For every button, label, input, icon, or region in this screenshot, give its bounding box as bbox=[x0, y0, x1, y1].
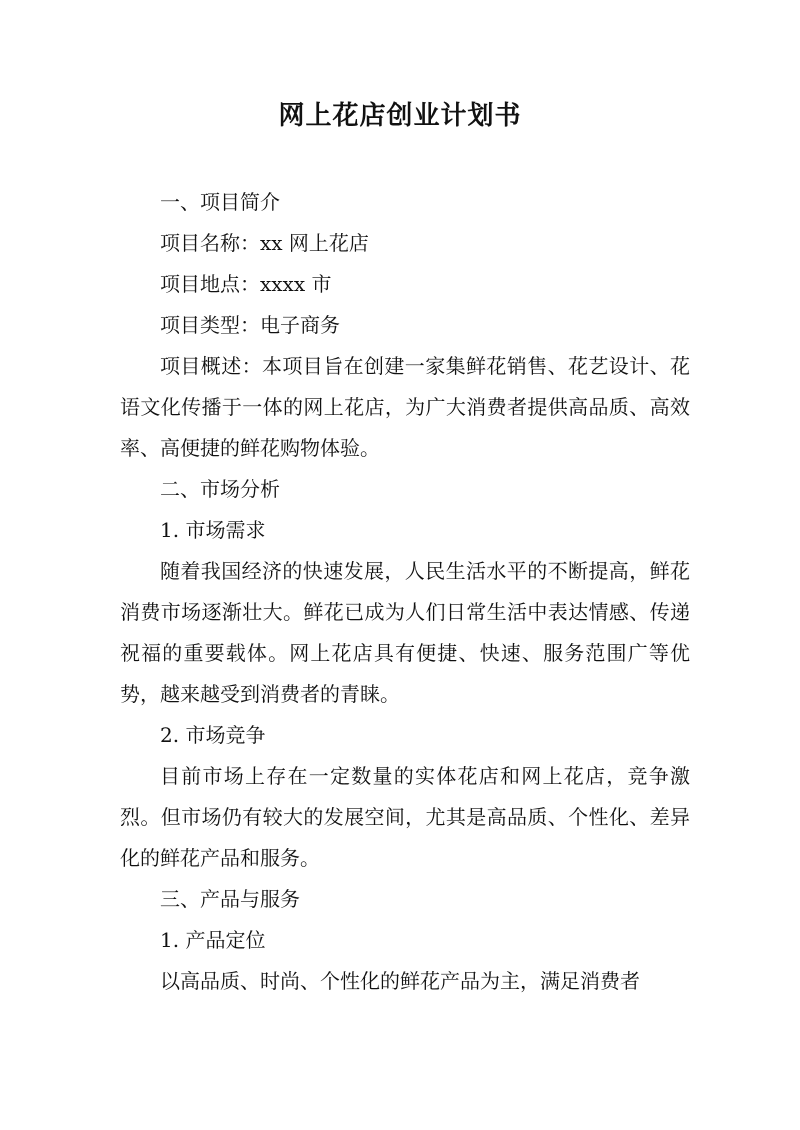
section-heading-project-intro: 一、项目简介 bbox=[160, 190, 280, 214]
project-location-line: 项目地点：xxxx 市 bbox=[160, 272, 332, 296]
project-type-line: 项目类型：电子商务 bbox=[160, 313, 340, 337]
market-demand-paragraph: 随着我国经济的快速发展，人民生活水平的不断提高，鲜花消费市场逐渐壮大。鲜花已成为人们日常生活中表达情感、传递祝福的重要载体。网上花店具有便捷、快速、服务范围广等优势，越来越受到消费者的青睐。 bbox=[120, 559, 690, 706]
document-body bbox=[120, 182, 690, 1002]
project-overview-paragraph: 项目概述：本项目旨在创建一家集鲜花销售、花艺设计、花语文化传播于一体的网上花店，为广大消费者提供高品质、高效率、高便捷的鲜花购物体验。 bbox=[120, 354, 690, 460]
project-name-line: 项目名称：xx 网上花店 bbox=[160, 231, 369, 255]
section-heading-market-analysis: 二、市场分析 bbox=[160, 477, 280, 501]
page-title: 网上花店创业计划书 bbox=[278, 101, 522, 131]
product-positioning-paragraph: 以高品质、时尚、个性化的鲜花产品为主，满足消费者 bbox=[160, 969, 640, 993]
subheading-product-positioning: 1. 产品定位 bbox=[160, 928, 266, 952]
section-heading-products-services: 三、产品与服务 bbox=[160, 887, 300, 911]
market-competition-paragraph: 目前市场上存在一定数量的实体花店和网上花店，竞争激烈。但市场仍有较大的发展空间，尤其是高品质、个性化、差异化的鲜花产品和服务。 bbox=[120, 764, 690, 870]
subheading-market-demand: 1. 市场需求 bbox=[160, 518, 266, 542]
subheading-market-competition: 2. 市场竞争 bbox=[160, 723, 266, 747]
